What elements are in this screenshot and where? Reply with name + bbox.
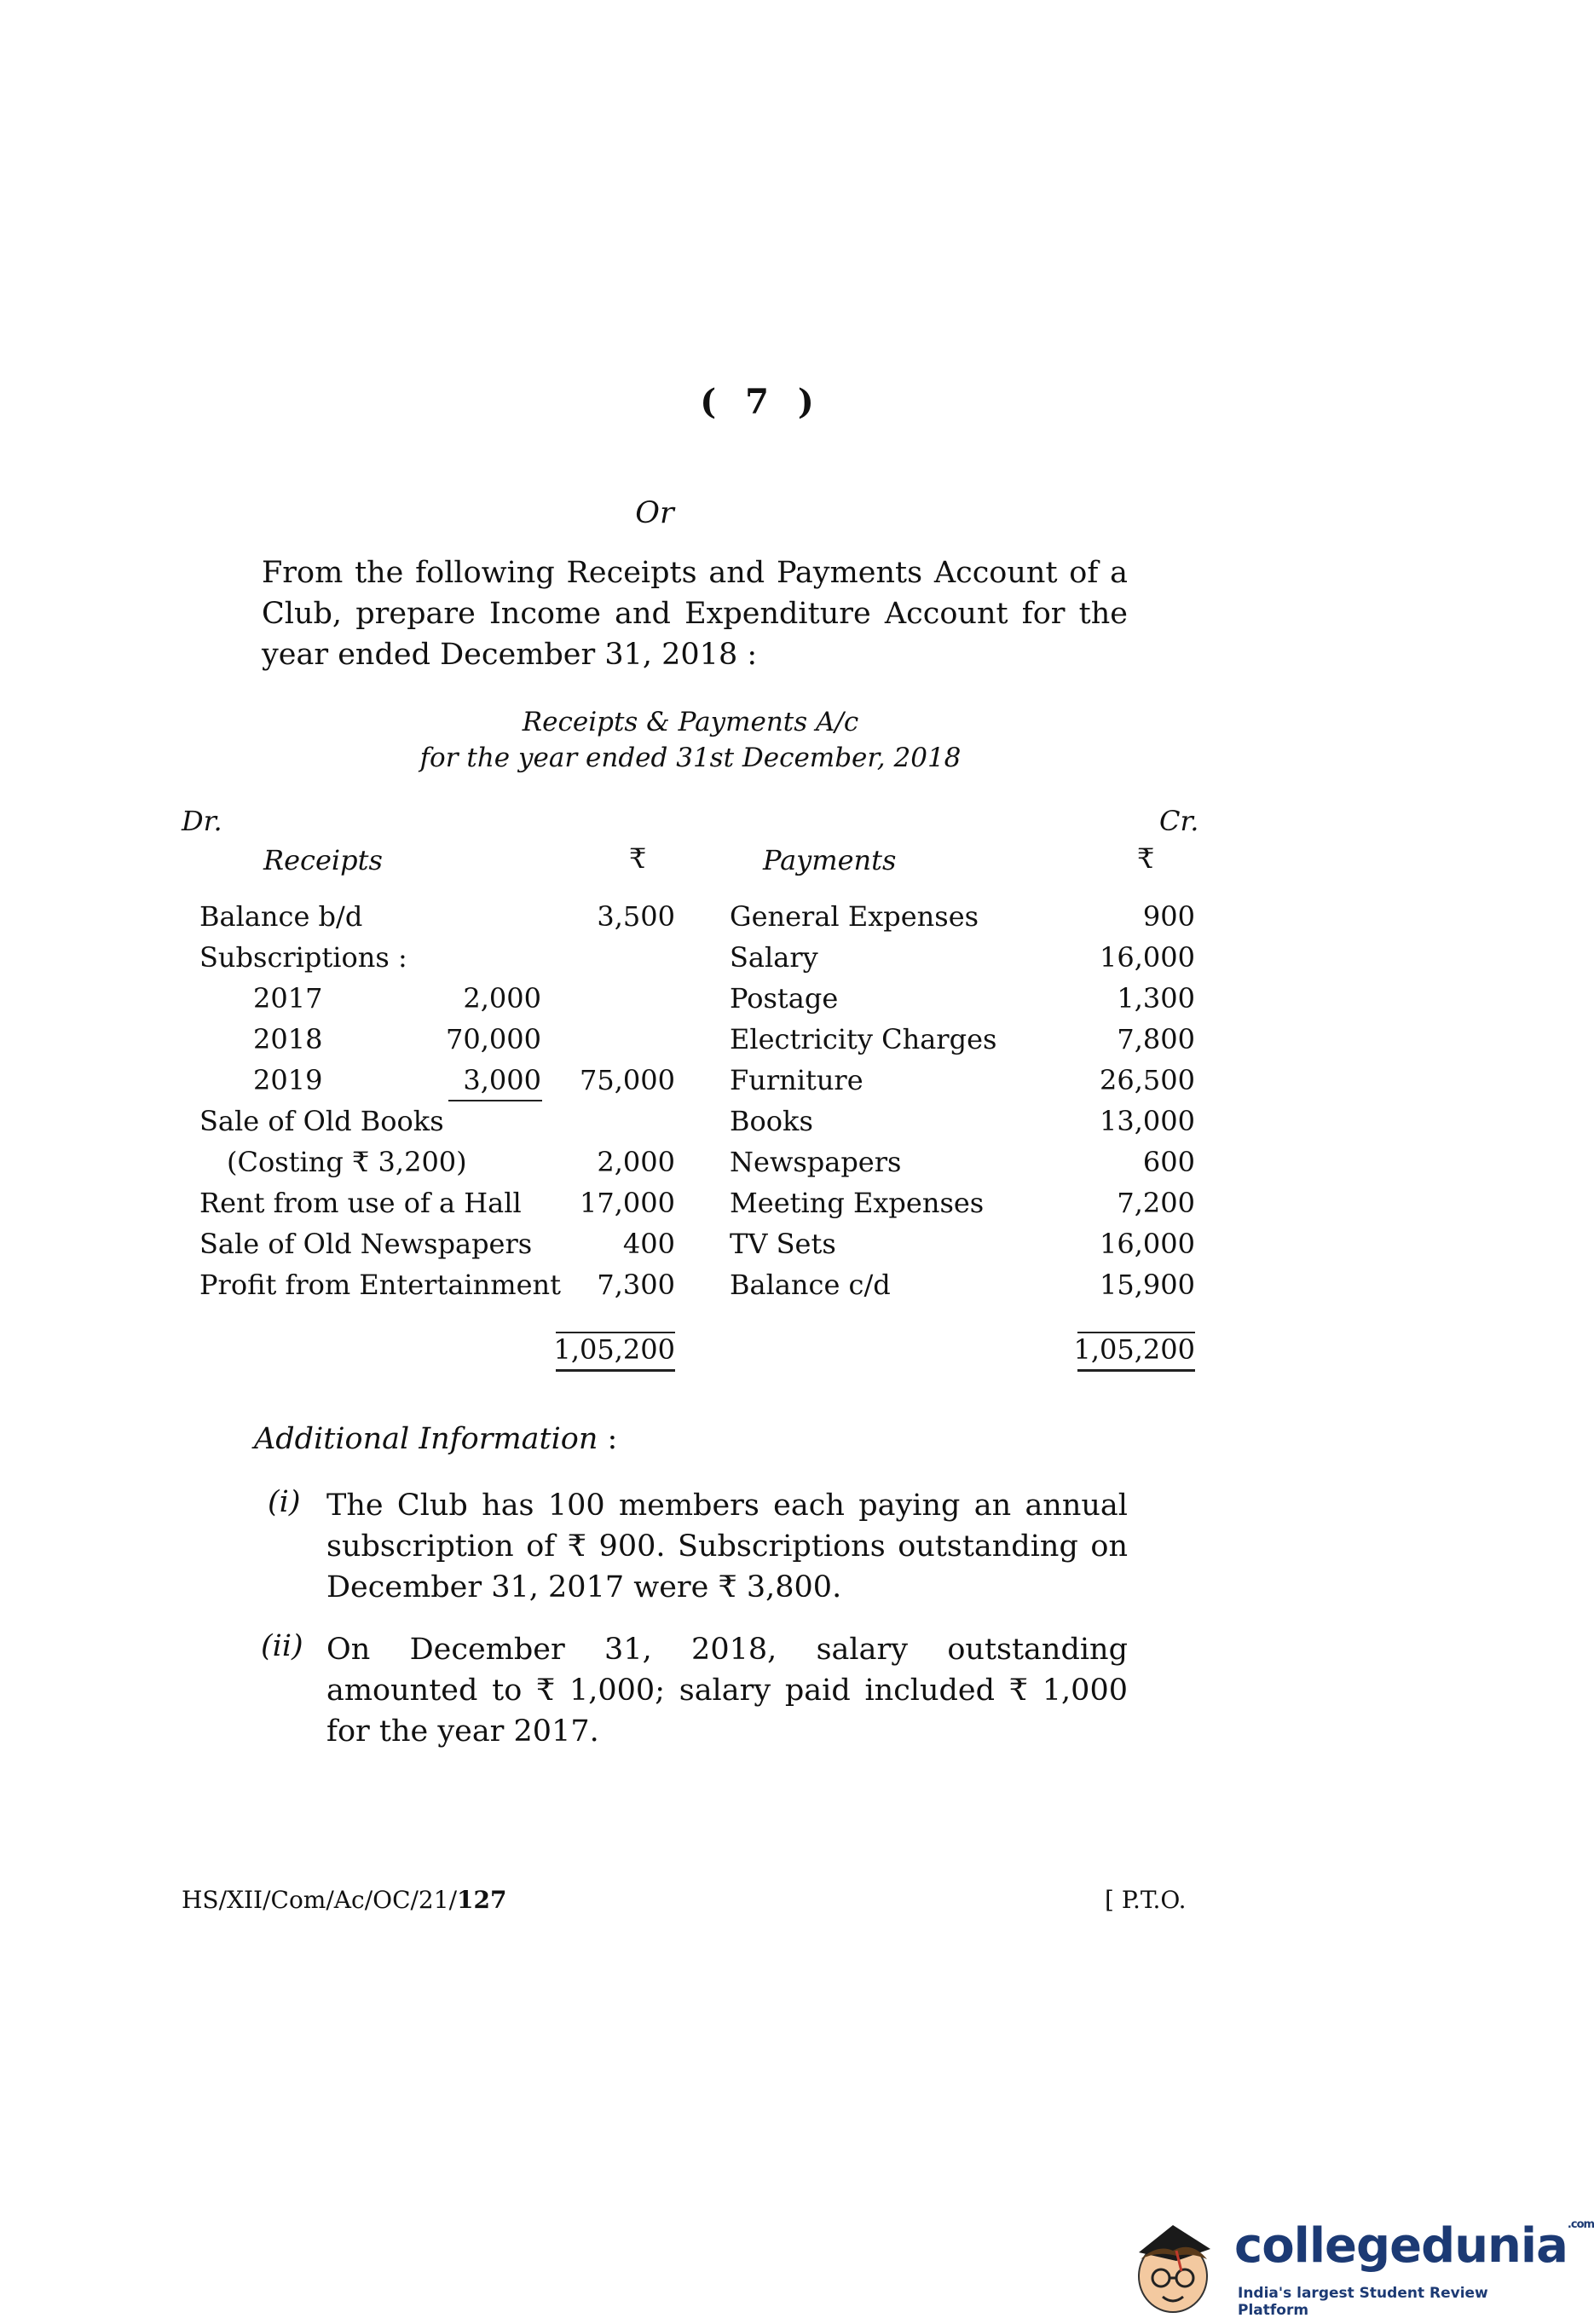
payment-amount: 1,300: [1117, 982, 1195, 1015]
additional-info-heading: [254, 1422, 617, 1456]
payment-amount: 16,000: [1100, 941, 1195, 974]
receipt-amount: 2,000: [597, 1146, 675, 1178]
payment-amount: 600: [1142, 1146, 1195, 1178]
receipt-amount: 3,500: [597, 900, 675, 933]
receipt-label: (Costing ₹ 3,200): [227, 1146, 467, 1178]
page-number: ( 7 ): [700, 382, 823, 422]
receipt-sub-amount: 3,000: [463, 1064, 541, 1096]
payment-label: Salary: [730, 941, 818, 974]
logo-name: collegedunia: [1234, 2218, 1568, 2274]
receipt-label: Sale of Old Books: [199, 1105, 444, 1137]
payment-label: General Expenses: [730, 900, 979, 933]
paper-code-prefix: HS/XII/Com/Ac/OC/21/: [182, 1886, 457, 1914]
paper-code-number: 127: [457, 1886, 507, 1914]
receipts-total-double-rule: [556, 1369, 675, 1372]
payment-amount: 16,000: [1100, 1228, 1195, 1260]
receipt-label: Profit from Entertainment: [199, 1269, 561, 1301]
logo-wordmark: [1234, 2218, 1594, 2274]
debit-label: Dr.: [182, 805, 222, 837]
account-title: [0, 704, 1381, 776]
account-title-line1: Receipts & Payments A/c: [522, 707, 859, 737]
receipt-label: Rent from use of a Hall: [199, 1187, 522, 1219]
receipt-label: Sale of Old Newspapers: [199, 1228, 533, 1260]
logo-dotcom: .com: [1567, 2218, 1594, 2231]
payment-label: Books: [730, 1105, 813, 1137]
receipt-label: Balance b/d: [199, 900, 363, 933]
question-text: From the following Receipts and Payments Account of a Club, prepare Income and Expenditure Account for the year ended December 31, 2018 :: [262, 556, 1128, 672]
payment-label: Meeting Expenses: [730, 1187, 985, 1219]
subtotal-underline: [448, 1100, 542, 1101]
info-item-text: On December 31, 2018, salary outstanding amounted to ₹ 1,000; salary paid included ₹ 1,000 for the year 2017.: [326, 1633, 1128, 1749]
payment-amount: 7,800: [1117, 1023, 1195, 1055]
payments-header: Payments: [763, 844, 897, 876]
mascot-icon: [1139, 2225, 1210, 2312]
receipts-total: 1,05,200: [553, 1333, 675, 1366]
receipt-label: 2018: [253, 1023, 323, 1055]
payments-total-double-rule: [1077, 1369, 1195, 1372]
paper-code: [182, 1886, 506, 1914]
info-item-text: The Club has 100 members each paying an annual subscription of ₹ 900. Subscriptions outstanding on December 31, 2017 were ₹ 3,800.: [326, 1489, 1128, 1604]
info-item-marker: (i): [268, 1485, 301, 1519]
receipt-label: Subscriptions :: [199, 941, 407, 974]
payment-amount: 13,000: [1100, 1105, 1195, 1137]
payment-amount: 15,900: [1100, 1269, 1195, 1301]
receipt-amount: 7,300: [597, 1269, 675, 1301]
account-title-line2: for the year ended 31st December, 2018: [419, 743, 962, 773]
payment-label: TV Sets: [730, 1228, 836, 1260]
additional-info-label: Additional Information: [254, 1422, 598, 1456]
receipt-amount: 17,000: [580, 1187, 675, 1219]
receipts-header: Receipts: [263, 844, 383, 876]
info-item-marker: (ii): [261, 1629, 303, 1663]
additional-info-colon: :: [598, 1422, 618, 1456]
payments-total: 1,05,200: [1073, 1333, 1195, 1366]
receipts-currency-header: ₹: [629, 842, 647, 875]
payment-amount: 26,500: [1100, 1064, 1195, 1096]
or-label: Or: [635, 496, 674, 530]
payment-label: Newspapers: [730, 1146, 902, 1178]
receipt-sub-amount: 70,000: [446, 1023, 541, 1055]
payment-label: Balance c/d: [730, 1269, 891, 1301]
payment-amount: 900: [1142, 900, 1195, 933]
pto-label: [ P.T.O.: [1105, 1886, 1187, 1914]
receipt-label: 2019: [253, 1064, 323, 1096]
receipt-amount: 400: [622, 1228, 675, 1260]
payment-label: Furniture: [730, 1064, 863, 1096]
credit-label: Cr.: [1159, 805, 1199, 837]
payment-label: Electricity Charges: [730, 1023, 997, 1055]
logo-tagline: India's largest Student Review Platform: [1238, 2285, 1488, 2319]
payment-label: Postage: [730, 982, 839, 1015]
receipt-sub-amount: 2,000: [463, 982, 541, 1015]
payments-currency-header: ₹: [1137, 842, 1155, 875]
receipt-amount: 75,000: [580, 1064, 675, 1096]
receipt-label: 2017: [253, 982, 323, 1015]
payment-amount: 7,200: [1117, 1187, 1195, 1219]
